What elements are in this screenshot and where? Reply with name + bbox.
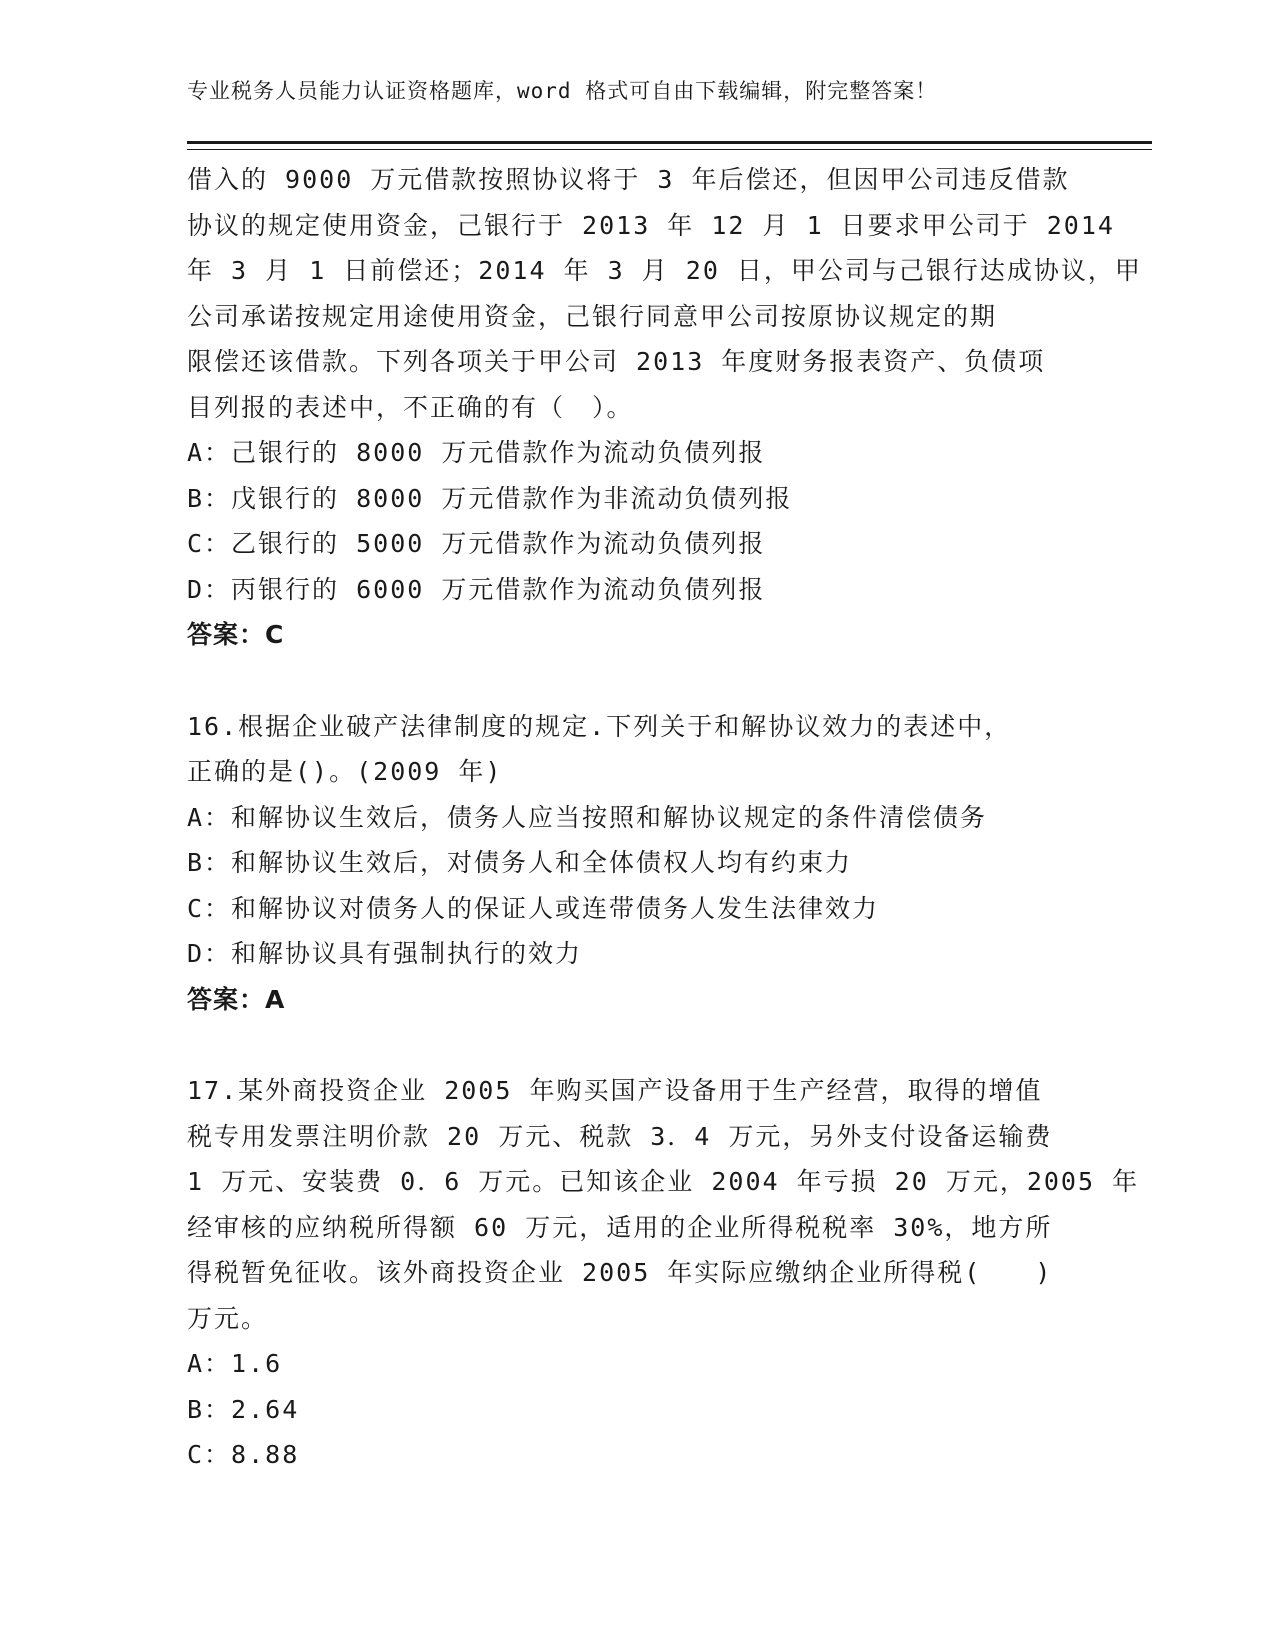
question-stem-line: 16.根据企业破产法律制度的规定.下列关于和解协议效力的表述中， [187, 711, 1012, 741]
spacer [187, 658, 1087, 704]
question-stem-line: 经审核的应纳税所得额 60 万元，适用的企业所得税税率 30%，地方所 [187, 1212, 1053, 1242]
option-a: A：和解协议生效后，债务人应当按照和解协议规定的条件清偿债务 [187, 802, 988, 832]
question-stem-line: 税专用发票注明价款 20 万元、税款 3．4 万元，另外支付设备运输费 [187, 1121, 1053, 1151]
option-b: B：2.64 [187, 1394, 300, 1424]
question-stem-line: 万元。 [187, 1303, 269, 1333]
option-b: B：和解协议生效后，对债务人和全体债权人均有约束力 [187, 848, 853, 877]
option-c: C：8.88 [187, 1440, 300, 1469]
question-16 [187, 704, 1087, 1023]
option-b: B：戊银行的 8000 万元借款作为非流动负债列报 [187, 483, 793, 513]
question-stem-line: 目列报的表述中，不正确的有（ ）。 [187, 392, 634, 422]
header-rule-thick [187, 141, 1152, 144]
option-d: D：和解协议具有强制执行的效力 [187, 939, 583, 968]
question-15 [187, 157, 1142, 658]
question-stem-line: 借入的 9000 万元借款按照协议将于 3 年后偿还，但因甲公司违反借款 [187, 165, 1070, 194]
option-a: A：1.6 [187, 1349, 283, 1378]
option-c: C：和解协议对债务人的保证人或连带债务人发生法律效力 [187, 893, 880, 923]
option-a: A：己银行的 8000 万元借款作为流动负债列报 [187, 438, 766, 467]
question-stem-line: 公司承诺按规定用途使用资金，己银行同意甲公司按原协议规定的期 [187, 301, 998, 331]
question-stem-line: 17.某外商投资企业 2005 年购买国产设备用于生产经营，取得的增值 [187, 1076, 1043, 1105]
option-d: D：丙银行的 6000 万元借款作为流动负债列报 [187, 574, 766, 604]
question-stem-line: 年 3 月 1 日前偿还；2014 年 3 月 20 日，甲公司与己银行达成协议，甲 [187, 256, 1142, 285]
question-stem-line: 限偿还该借款。下列各项关于甲公司 2013 年度财务报表资产、负债项 [187, 347, 1046, 376]
answer: 答案：A [187, 984, 286, 1014]
question-stem-line: 正确的是()。(2009 年) [187, 757, 503, 786]
document-body [187, 157, 1142, 1478]
header-rule-thin [187, 149, 1152, 150]
page-header: 专业税务人员能力认证资格题库，word 格式可自由下载编辑，附完整答案！ [187, 79, 938, 103]
question-stem-line: 协议的规定使用资金，己银行于 2013 年 12 月 1 日要求甲公司于 2014 [187, 210, 1115, 240]
option-c: C：乙银行的 5000 万元借款作为流动负债列报 [187, 529, 766, 558]
question-17 [187, 1068, 1140, 1478]
question-stem-line: 得税暂免征收。该外商投资企业 2005 年实际应缴纳企业所得税( ) [187, 1258, 1053, 1287]
spacer [187, 1022, 1087, 1068]
answer: 答案：C [187, 620, 285, 649]
question-stem-line: 1 万元、安装费 0．6 万元。已知该企业 2004 年亏损 20 万元，2005 年 [187, 1167, 1140, 1196]
